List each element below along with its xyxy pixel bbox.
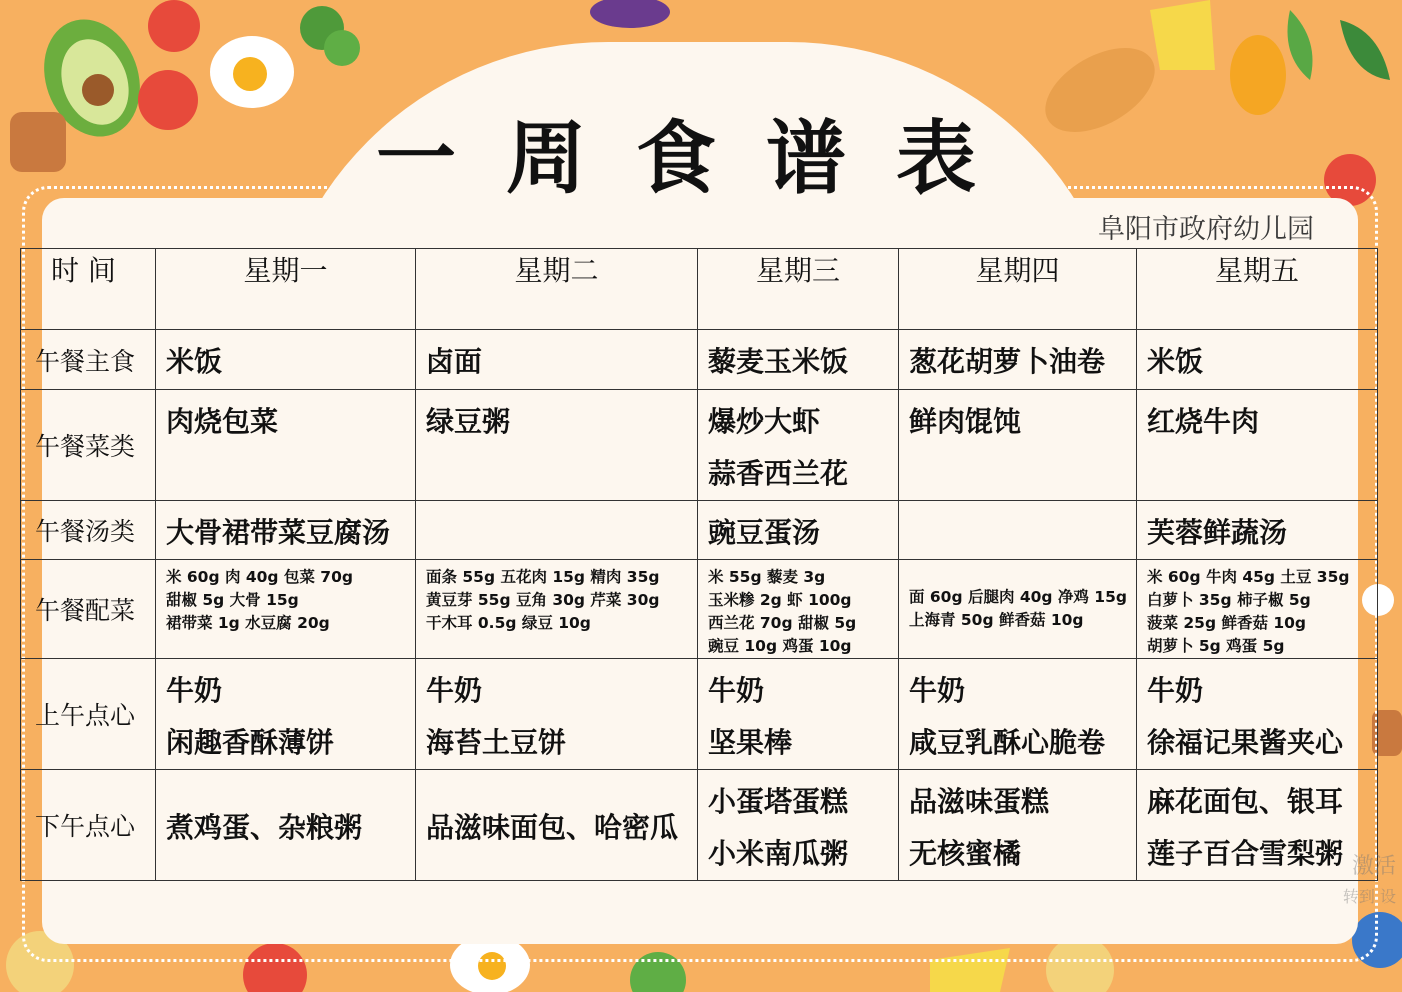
menu-cell bbox=[1137, 501, 1378, 560]
menu-item: 黄豆芽 55g 豆角 30g 芹菜 30g bbox=[426, 591, 660, 609]
menu-item: 坚果棒 bbox=[708, 726, 793, 759]
menu-item: 胡萝卜 5g 鸡蛋 5g bbox=[1147, 637, 1285, 655]
menu-item: 咸豆乳酥心脆卷 bbox=[909, 726, 1106, 759]
menu-cell bbox=[156, 501, 416, 560]
menu-cell bbox=[156, 390, 416, 501]
menu-item: 爆炒大虾 bbox=[708, 405, 821, 438]
menu-item: 品滋味面包、哈密瓜 bbox=[426, 811, 679, 844]
menu-item: 蒜香西兰花 bbox=[708, 457, 849, 490]
menu-cell bbox=[156, 330, 416, 390]
menu-cell bbox=[698, 770, 899, 881]
menu-item: 干木耳 0.5g 绿豆 10g bbox=[426, 614, 591, 632]
menu-item: 面条 55g 五花肉 15g 精肉 35g bbox=[426, 568, 660, 586]
menu-cell bbox=[416, 560, 698, 659]
menu-item: 上海青 50g 鲜香菇 10g bbox=[909, 611, 1084, 629]
menu-item: 米 55g 藜麦 3g bbox=[708, 568, 826, 586]
table-row bbox=[21, 501, 1378, 560]
menu-item: 藜麦玉米饭 bbox=[708, 345, 849, 378]
header-day-friday: 星期五 bbox=[1137, 249, 1378, 330]
menu-item: 闲趣香酥薄饼 bbox=[166, 726, 335, 759]
header-day-tuesday: 星期二 bbox=[416, 249, 698, 330]
table-row bbox=[21, 659, 1378, 770]
menu-item: 米 60g 肉 40g 包菜 70g bbox=[166, 568, 353, 586]
menu-cell bbox=[1137, 560, 1378, 659]
menu-cell bbox=[698, 560, 899, 659]
menu-item: 西兰花 70g 甜椒 5g bbox=[708, 614, 857, 632]
row-label: 午餐汤类 bbox=[21, 501, 156, 560]
menu-cell bbox=[698, 330, 899, 390]
weekly-menu-table bbox=[20, 248, 1378, 881]
activation-watermark bbox=[1343, 852, 1396, 912]
menu-item: 麻花面包、银耳 bbox=[1147, 785, 1344, 818]
menu-cell bbox=[899, 659, 1137, 770]
menu-item: 葱花胡萝卜油卷 bbox=[909, 345, 1106, 378]
menu-cell bbox=[899, 770, 1137, 881]
menu-item: 面 60g 后腿肉 40g 净鸡 15g bbox=[909, 588, 1127, 606]
menu-cell bbox=[698, 501, 899, 560]
menu-item: 卤面 bbox=[426, 345, 483, 378]
menu-cell bbox=[156, 560, 416, 659]
row-label: 午餐主食 bbox=[21, 330, 156, 390]
menu-item: 海苔土豆饼 bbox=[426, 726, 567, 759]
menu-cell bbox=[899, 501, 1137, 560]
menu-item: 小蛋塔蛋糕 bbox=[708, 785, 849, 818]
header-row bbox=[21, 249, 1378, 330]
header-day-wednesday: 星期三 bbox=[698, 249, 899, 330]
menu-item: 无核蜜橘 bbox=[909, 837, 1022, 870]
menu-item: 米饭 bbox=[1147, 345, 1204, 378]
menu-item: 白萝卜 35g 柿子椒 5g bbox=[1147, 591, 1311, 609]
row-label: 下午点心 bbox=[21, 770, 156, 881]
menu-cell bbox=[899, 390, 1137, 501]
table-row bbox=[21, 560, 1378, 659]
menu-item: 煮鸡蛋、杂粮粥 bbox=[166, 811, 363, 844]
table-row bbox=[21, 330, 1378, 390]
row-label: 午餐配菜 bbox=[21, 560, 156, 659]
header-day-monday: 星期一 bbox=[156, 249, 416, 330]
menu-cell bbox=[1137, 659, 1378, 770]
watermark-line-2: 转到 设 bbox=[1342, 887, 1396, 906]
menu-cell bbox=[156, 770, 416, 881]
menu-item: 牛奶 bbox=[708, 674, 765, 707]
menu-item: 菠菜 25g 鲜香菇 10g bbox=[1147, 614, 1307, 632]
menu-item: 品滋味蛋糕 bbox=[909, 785, 1050, 818]
menu-item: 鲜肉馄饨 bbox=[909, 405, 1022, 438]
menu-item: 豌豆蛋汤 bbox=[708, 516, 821, 549]
menu-cell bbox=[416, 501, 698, 560]
menu-item: 玉米糁 2g 虾 100g bbox=[708, 591, 852, 609]
menu-item: 大骨裙带菜豆腐汤 bbox=[166, 516, 391, 549]
row-label: 午餐菜类 bbox=[21, 390, 156, 501]
menu-item: 芙蓉鲜蔬汤 bbox=[1147, 516, 1288, 549]
menu-item: 肉烧包菜 bbox=[166, 405, 279, 438]
menu-cell bbox=[416, 770, 698, 881]
menu-item: 甜椒 5g 大骨 15g bbox=[166, 591, 299, 609]
menu-cell bbox=[156, 659, 416, 770]
menu-cell bbox=[698, 659, 899, 770]
menu-item: 牛奶 bbox=[426, 674, 483, 707]
page-title: 一周食谱表 bbox=[376, 112, 1026, 205]
menu-item: 牛奶 bbox=[909, 674, 966, 707]
menu-cell bbox=[1137, 390, 1378, 501]
menu-cell bbox=[416, 390, 698, 501]
menu-item: 牛奶 bbox=[1147, 674, 1204, 707]
menu-item: 红烧牛肉 bbox=[1147, 405, 1260, 438]
school-name: 阜阳市政府幼儿园 bbox=[1098, 214, 1314, 245]
menu-item: 小米南瓜粥 bbox=[708, 837, 849, 870]
menu-cell bbox=[899, 330, 1137, 390]
menu-item: 牛奶 bbox=[166, 674, 223, 707]
watermark-line-1: 激活 bbox=[1351, 854, 1396, 879]
menu-cell bbox=[899, 560, 1137, 659]
row-label: 上午点心 bbox=[21, 659, 156, 770]
table-row bbox=[21, 390, 1378, 501]
menu-cell bbox=[1137, 770, 1378, 881]
header-time: 时 间 bbox=[21, 249, 156, 330]
table-row bbox=[21, 770, 1378, 881]
menu-cell bbox=[698, 390, 899, 501]
menu-item: 绿豆粥 bbox=[426, 405, 511, 438]
menu-item: 莲子百合雪梨粥 bbox=[1147, 837, 1344, 870]
menu-cell bbox=[1137, 330, 1378, 390]
menu-item: 豌豆 10g 鸡蛋 10g bbox=[708, 637, 852, 655]
menu-cell bbox=[416, 659, 698, 770]
menu-item: 裙带菜 1g 水豆腐 20g bbox=[166, 614, 330, 632]
menu-item: 徐福记果酱夹心 bbox=[1147, 726, 1344, 759]
menu-item: 米饭 bbox=[166, 345, 223, 378]
header-day-thursday: 星期四 bbox=[899, 249, 1137, 330]
menu-body bbox=[21, 330, 1378, 881]
menu-cell bbox=[416, 330, 698, 390]
menu-item: 米 60g 牛肉 45g 土豆 35g bbox=[1147, 568, 1350, 586]
